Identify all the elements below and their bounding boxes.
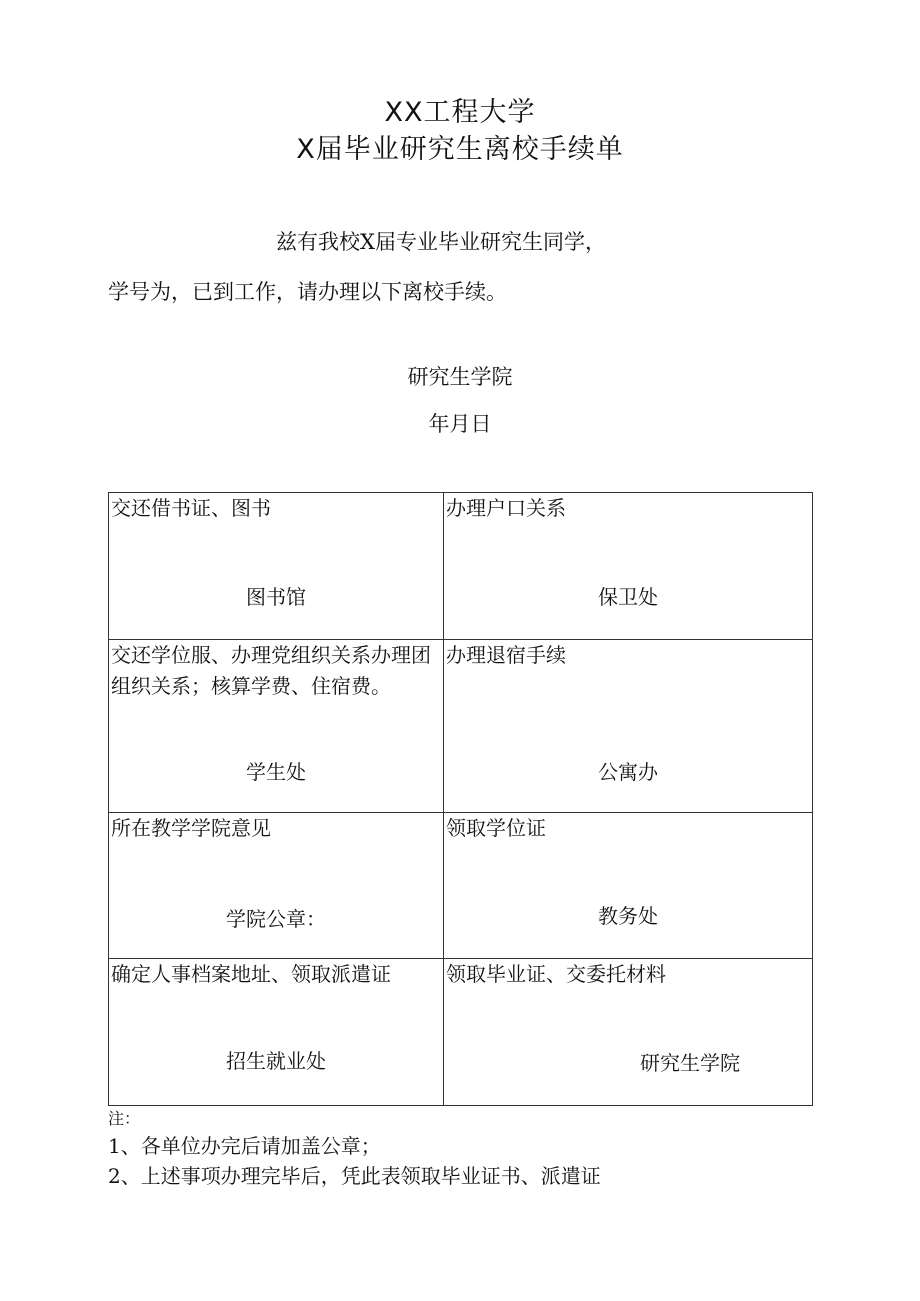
task-label: 领取学位证 bbox=[446, 816, 546, 840]
note-item: 2、上述事项办理完毕后，凭此表领取毕业证书、派遣证 bbox=[108, 1164, 601, 1188]
department-label: 保卫处 bbox=[598, 585, 658, 609]
task-label: 办理户口关系 bbox=[446, 496, 566, 520]
notes-heading: 注： bbox=[108, 1109, 141, 1128]
department-label: 学生处 bbox=[246, 760, 306, 784]
task-label: 所在教学学院意见 bbox=[111, 816, 271, 840]
table-row bbox=[109, 813, 813, 959]
table-cell bbox=[109, 813, 444, 959]
table-cell bbox=[444, 640, 813, 813]
university-title: XX工程大学 bbox=[384, 97, 536, 128]
table-cell bbox=[444, 813, 813, 959]
task-label: 交还借书证、图书 bbox=[111, 496, 271, 520]
table-cell bbox=[444, 959, 813, 1106]
table-row bbox=[109, 493, 813, 640]
clearance-table bbox=[108, 492, 813, 1106]
table-cell bbox=[444, 493, 813, 640]
form-title: X届毕业研究生离校手续单 bbox=[296, 134, 624, 165]
signature-office: 研究生学院 bbox=[407, 365, 513, 389]
table-row bbox=[109, 640, 813, 813]
department-label: 研究生学院 bbox=[640, 1051, 740, 1075]
signature-date: 年月日 bbox=[428, 412, 492, 436]
department-label: 招生就业处 bbox=[226, 1049, 326, 1073]
intro-line-2: 学号为，已到工作，请办理以下离校手续。 bbox=[108, 280, 507, 304]
table-cell bbox=[109, 640, 444, 813]
table-cell bbox=[109, 493, 444, 640]
task-label: 确定人事档案地址、领取派遣证 bbox=[111, 962, 391, 986]
task-label: 交还学位服、办理党组织关系办理团组织关系；核算学费、住宿费。 bbox=[111, 643, 431, 698]
department-label: 图书馆 bbox=[246, 585, 306, 609]
task-label: 领取毕业证、交委托材料 bbox=[446, 962, 666, 986]
department-label: 学院公章： bbox=[226, 907, 326, 931]
department-label: 教务处 bbox=[598, 904, 658, 928]
intro-line-1: 兹有我校X届专业毕业研究生同学， bbox=[276, 230, 606, 254]
table-cell bbox=[109, 959, 444, 1106]
department-label: 公寓办 bbox=[598, 760, 658, 784]
table-row bbox=[109, 959, 813, 1106]
note-item: 1、各单位办完后请加盖公章； bbox=[108, 1134, 381, 1158]
task-label: 办理退宿手续 bbox=[446, 643, 566, 667]
